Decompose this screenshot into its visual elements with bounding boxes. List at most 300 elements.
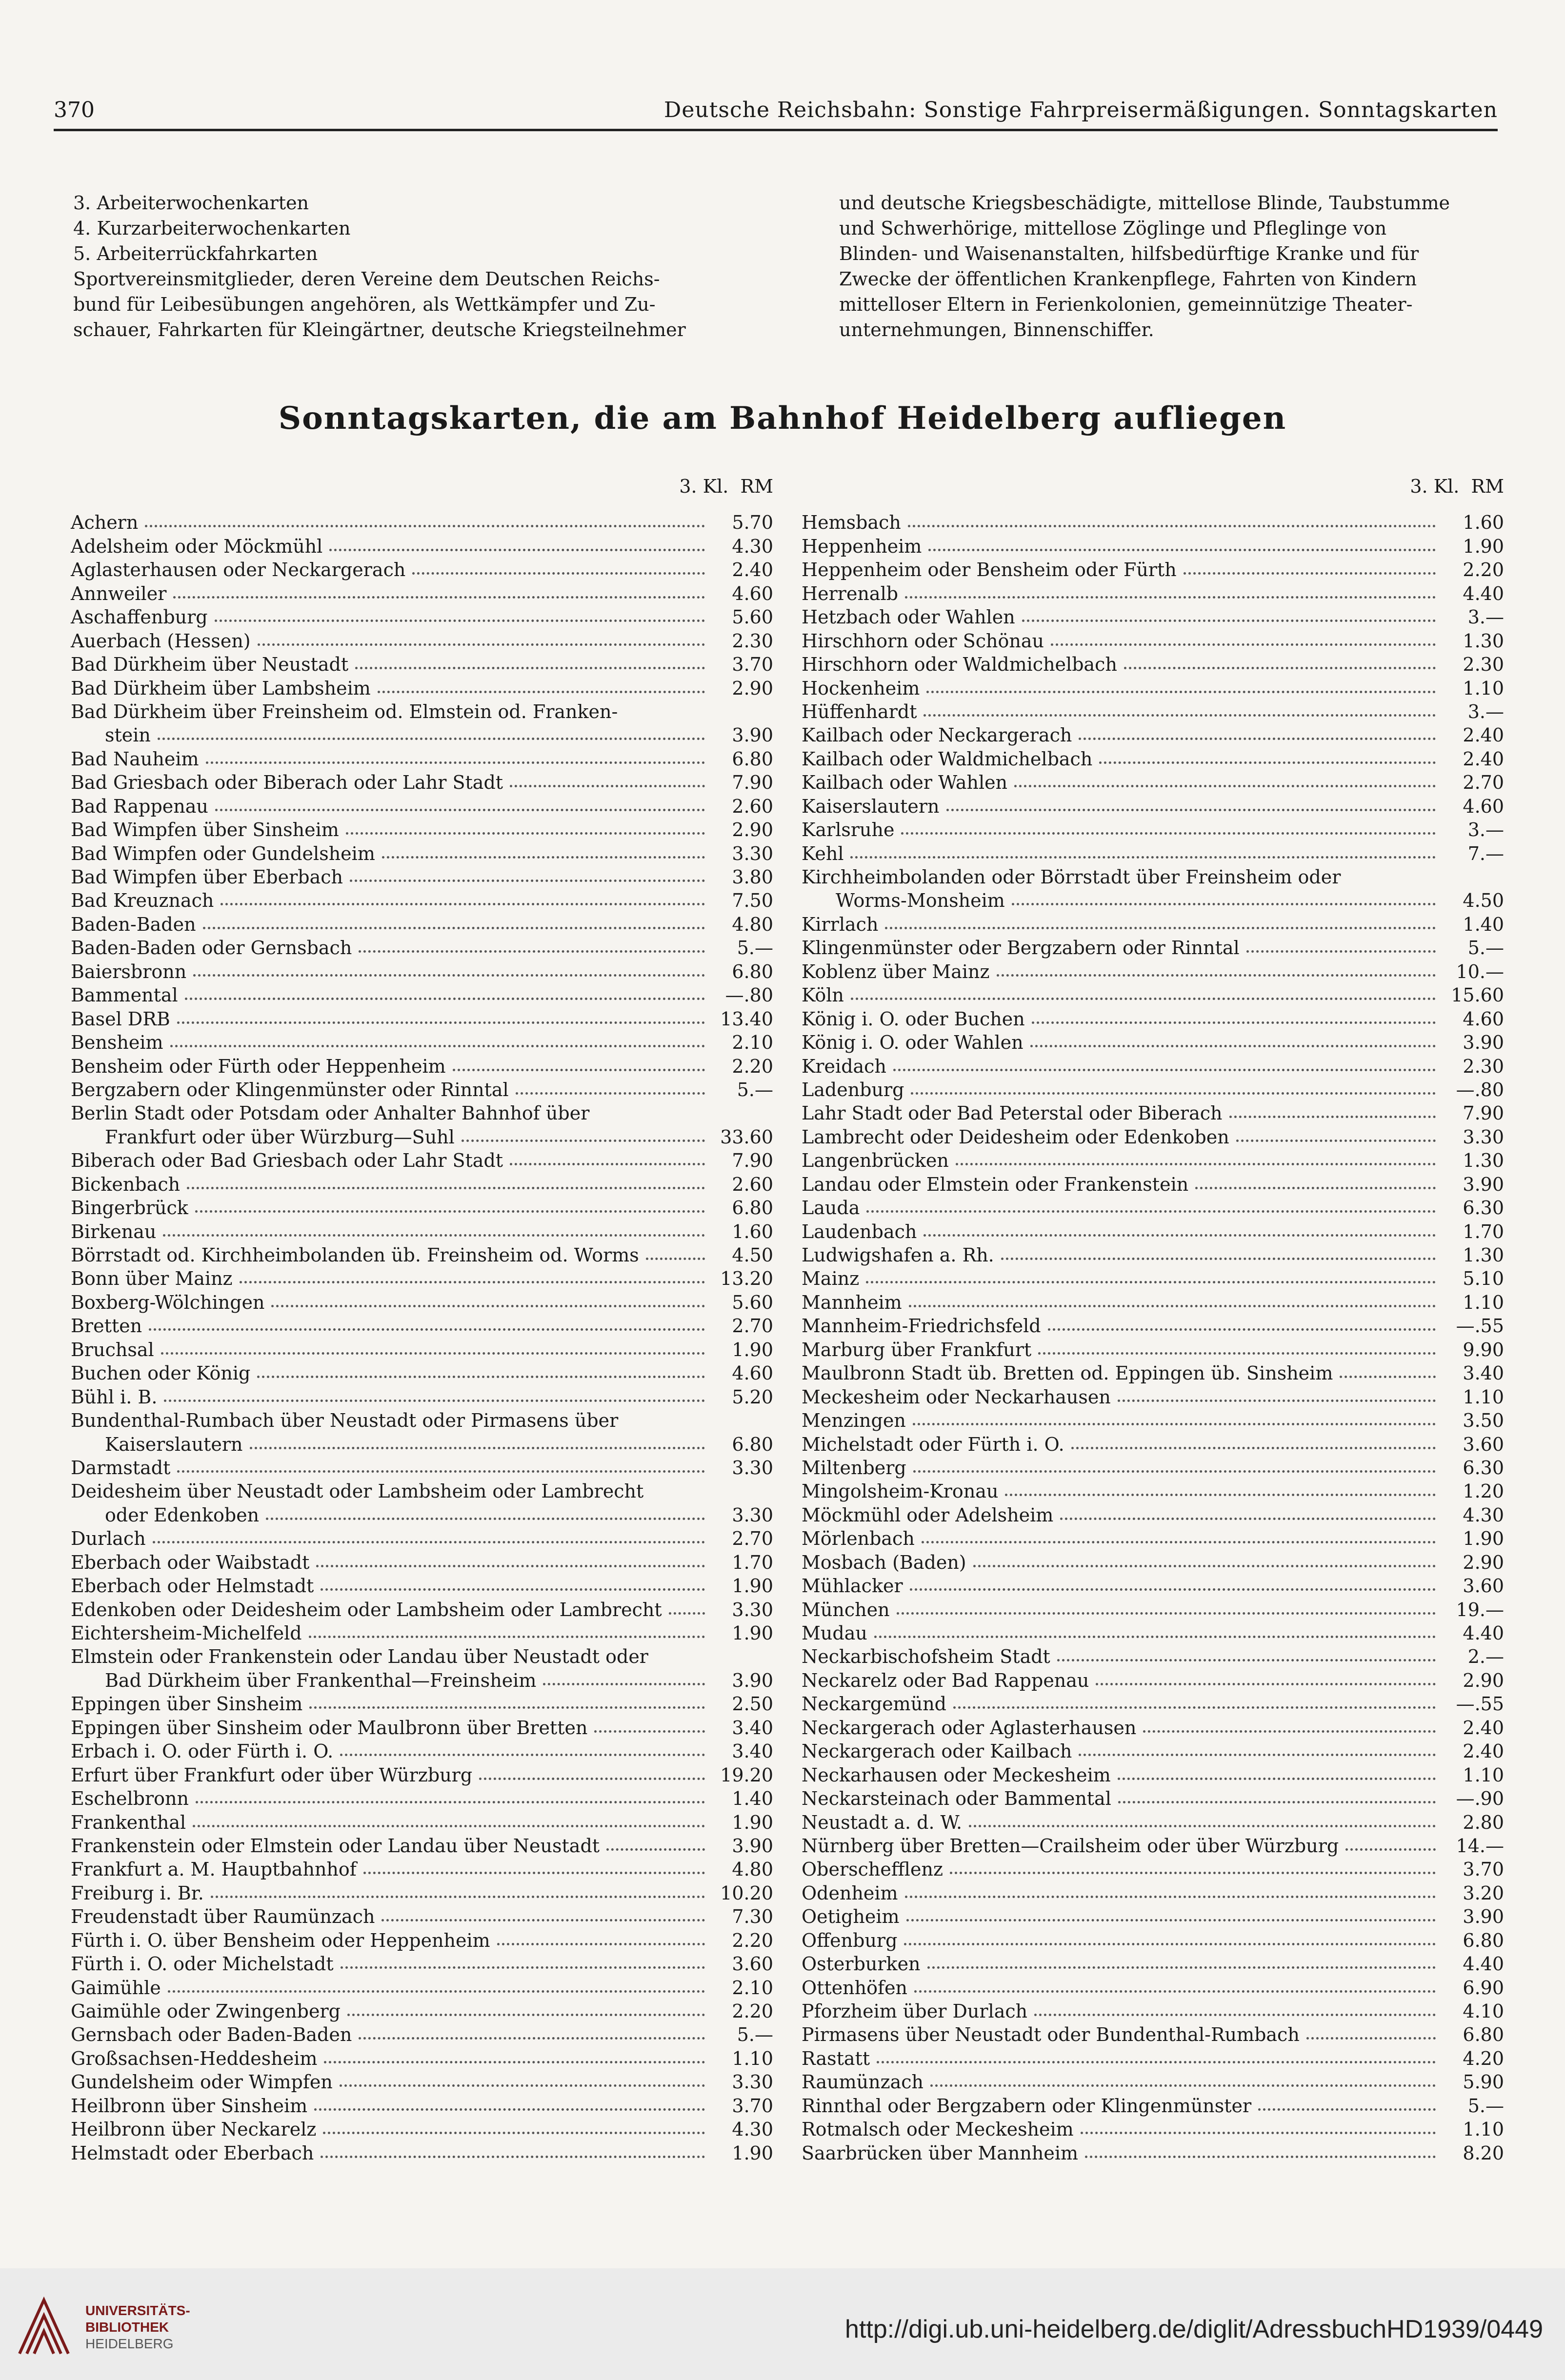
fare-row (802, 1503, 1504, 1526)
fare-row (71, 1881, 773, 1904)
station-name: Erbach i. O. oder Fürth i. O. (71, 1740, 334, 1762)
fare-row (802, 960, 1504, 983)
fare-value: 13.40 (720, 1008, 773, 1030)
station-name: Lauda (802, 1197, 860, 1219)
dot-leader (893, 1069, 1436, 1071)
fare-value: 3.— (1467, 606, 1504, 628)
fare-row (71, 1905, 773, 1928)
station-name: Odenheim (802, 1882, 898, 1904)
fare-value: 5.20 (732, 1386, 773, 1408)
dot-leader (1143, 1730, 1436, 1733)
station-name: Bad Nauheim (71, 748, 199, 770)
station-name: Kailbach oder Wahlen (802, 772, 1008, 794)
fare-value: 5.60 (732, 1291, 773, 1313)
column-header-left: 3. Kl. RM (679, 476, 773, 497)
dot-leader (1038, 1352, 1436, 1355)
station-name-continuation: Frankfurt oder über Würzburg—Suhl (105, 1126, 455, 1148)
dot-leader (1246, 950, 1436, 953)
station-name: Börrstadt od. Kirchheimbolanden üb. Freinsheim od. Worms (71, 1244, 639, 1266)
fare-value: 1.90 (732, 1339, 773, 1360)
fare-row (71, 1243, 773, 1267)
station-name: Adelsheim oder Möckmühl (71, 535, 323, 557)
dot-leader (163, 1234, 705, 1237)
fare-row (71, 1149, 773, 1172)
permalink-url[interactable]: http://digi.ub.uni-heidelberg.de/diglit/AdressbuchHD1939/0449 (845, 2315, 1543, 2343)
station-name: Bickenbach (71, 1173, 181, 1195)
fare-row (802, 1810, 1504, 1834)
station-name: Kirrlach (802, 913, 879, 935)
fare-row (802, 2141, 1504, 2164)
fare-value: 14.— (1456, 1835, 1504, 1857)
fare-row (802, 771, 1504, 794)
station-name: Erfurt über Frankfurt oder über Würzburg (71, 1764, 473, 1786)
fare-value: 6.30 (1463, 1457, 1504, 1479)
fare-value: —.80 (1456, 1079, 1504, 1100)
intro-line: Blinden- und Waisenanstalten, hilfsbedürftige Kranke und für (839, 243, 1419, 264)
station-name: Heilbronn über Neckarelz (71, 2119, 317, 2140)
dot-leader (196, 1801, 705, 1803)
station-name: Bingerbrück (71, 1197, 188, 1219)
fare-value: 2.60 (732, 795, 773, 817)
station-name: Fürth i. O. über Bensheim oder Heppenheim (71, 1929, 490, 1951)
fare-value: 3.70 (732, 654, 773, 676)
fare-row (802, 1716, 1504, 1739)
dot-leader (911, 1092, 1436, 1095)
fare-value: 2.90 (1463, 1669, 1504, 1691)
fare-row (802, 534, 1504, 558)
fare-value: 4.60 (1463, 795, 1504, 817)
station-name: Laudenbach (802, 1220, 917, 1242)
fare-row (71, 2023, 773, 2046)
fare-row-continuation (71, 1125, 773, 1148)
dot-leader (1229, 1116, 1436, 1118)
fare-value: 5.— (737, 937, 773, 959)
fare-value: 7.90 (732, 772, 773, 794)
station-name: Bretten (71, 1315, 142, 1337)
fare-value: 3.30 (732, 2071, 773, 2093)
fare-value: 2.70 (732, 1528, 773, 1550)
fare-value: 4.60 (732, 582, 773, 604)
fare-value: 2.70 (1463, 772, 1504, 794)
station-name: Neckarsteinach oder Bammental (802, 1788, 1111, 1810)
station-name: Mainz (802, 1268, 860, 1290)
dot-leader (885, 927, 1436, 929)
station-name: Offenburg (802, 1929, 898, 1951)
dot-leader (669, 1612, 705, 1615)
fare-value: 3.60 (732, 1953, 773, 1975)
station-name: Bad Rappenau (71, 795, 208, 817)
station-name: Boxberg-Wölchingen (71, 1291, 265, 1313)
station-name: Landau oder Elmstein oder Frankenstein (802, 1173, 1189, 1195)
fare-row (802, 1338, 1504, 1361)
fare-row (802, 1574, 1504, 1598)
station-name: Menzingen (802, 1410, 906, 1432)
fare-row (71, 1574, 773, 1598)
fare-value: 1.10 (1463, 2119, 1504, 2140)
fare-row (71, 747, 773, 770)
fare-row (71, 1054, 773, 1078)
station-name: Mühlacker (802, 1575, 903, 1597)
fare-row (71, 534, 773, 558)
dot-leader (1118, 1801, 1436, 1803)
dot-leader (1118, 1778, 1436, 1780)
running-title: Deutsche Reichsbahn: Sonstige Fahrpreisermäßigungen. Sonntagskarten (664, 98, 1498, 122)
fare-row (71, 1527, 773, 1550)
dot-leader (266, 1518, 705, 1520)
fare-row (71, 771, 773, 794)
dot-leader (187, 1187, 705, 1189)
fare-row (71, 1810, 773, 1834)
dot-leader (956, 1163, 1436, 1165)
fare-value: 7.— (1467, 842, 1504, 864)
station-name: Koblenz über Mainz (802, 960, 990, 982)
station-name: Ottenhöfen (802, 1977, 908, 1999)
fare-row (71, 1101, 773, 1125)
dot-leader (382, 856, 705, 859)
fare-row (71, 2118, 773, 2141)
station-name: Neckarbischofsheim Stadt (802, 1646, 1050, 1668)
fare-value: 33.60 (720, 1126, 773, 1148)
dot-leader (543, 1683, 705, 1685)
fare-value: 3.90 (1463, 1173, 1504, 1195)
library-name-line-1: UNIVERSITÄTS- (85, 2303, 190, 2318)
fare-value: 2.40 (1463, 724, 1504, 746)
fare-value: 3.90 (732, 1669, 773, 1691)
station-name-continuation: oder Edenkoben (105, 1504, 260, 1526)
dot-leader (1032, 1021, 1436, 1024)
fare-value: 3.70 (732, 2095, 773, 2117)
fare-value: 1.90 (732, 1622, 773, 1644)
dot-leader (1099, 761, 1436, 764)
fare-row (802, 2094, 1504, 2117)
station-name: Aglasterhausen oder Neckargerach (71, 559, 406, 581)
station-name: Frankfurt a. M. Hauptbahnhof (71, 1859, 357, 1880)
station-name: Kreidach (802, 1055, 886, 1077)
intro-left-column (73, 190, 766, 342)
fare-value: 2.90 (1463, 1551, 1504, 1573)
fare-value: 3.70 (1463, 1859, 1504, 1880)
fare-row (71, 1645, 773, 1668)
fare-row (802, 747, 1504, 770)
fare-value: 6.30 (1463, 1197, 1504, 1219)
dot-leader (928, 549, 1436, 551)
fare-value: 1.70 (1463, 1220, 1504, 1242)
station-name: Kehl (802, 842, 844, 864)
fare-value: 1.10 (732, 2047, 773, 2069)
fare-value: 4.60 (732, 1362, 773, 1384)
fare-row (71, 1196, 773, 1220)
fare-value: 3.30 (732, 1504, 773, 1526)
section-title: Sonntagskarten, die am Bahnhof Heidelberg aufliegen (278, 400, 1287, 437)
fare-row (802, 1078, 1504, 1101)
station-name: Bergzabern oder Klingenmünster oder Rinntal (71, 1079, 509, 1100)
station-name: Baden-Baden oder Gernsbach (71, 937, 352, 959)
intro-line: 5. Arbeiterrückfahrkarten (73, 243, 318, 264)
station-name: Neckarelz oder Bad Rappenau (802, 1669, 1089, 1691)
intro-line: 4. Kurzarbeiterwochenkarten (73, 218, 351, 239)
fare-row (71, 1314, 773, 1338)
dot-leader (904, 1943, 1436, 1945)
fare-value: 5.— (737, 2024, 773, 2046)
fare-row (71, 1598, 773, 1621)
station-name: Birkenau (71, 1220, 157, 1242)
fare-value: 4.20 (1463, 2047, 1504, 2069)
fare-value: 3.90 (732, 1835, 773, 1857)
intro-line: 3. Arbeiterwochenkarten (73, 192, 309, 214)
library-name (85, 2302, 190, 2352)
dot-leader (149, 1328, 705, 1331)
fare-row-continuation (71, 723, 773, 747)
station-name-continuation: Worms-Monsheim (836, 890, 1005, 912)
station-name: Kaiserslautern (802, 795, 940, 817)
station-name: Elmstein oder Frankenstein oder Landau über Neustadt oder (71, 1646, 648, 1668)
fare-row (71, 1007, 773, 1030)
dot-leader (1014, 785, 1436, 787)
fare-row (71, 581, 773, 605)
fare-value: 10.— (1456, 960, 1504, 982)
fare-value: 3.80 (732, 866, 773, 888)
dot-leader (850, 856, 1436, 859)
dot-leader (161, 1352, 705, 1355)
fare-value: 2.20 (732, 1055, 773, 1077)
station-name: Bundenthal-Rumbach über Neustadt oder Pirmasens über (71, 1410, 619, 1432)
dot-leader (516, 1092, 705, 1095)
fare-value: 1.30 (1463, 1150, 1504, 1172)
fare-row (71, 1716, 773, 1739)
fare-value: 2.60 (732, 1173, 773, 1195)
dot-leader (851, 998, 1436, 1000)
station-name: Lambrecht oder Deidesheim oder Edenkoben (802, 1126, 1229, 1148)
fare-row (802, 841, 1504, 865)
fare-row (71, 1338, 773, 1361)
fare-value: 4.60 (1463, 1008, 1504, 1030)
library-name-line-2: BIBLIOTHEK (85, 2320, 169, 2335)
dot-leader (1079, 1754, 1436, 1756)
fare-value: 1.90 (732, 2142, 773, 2164)
dot-leader (347, 2014, 705, 2016)
station-name: Bad Kreuznach (71, 890, 214, 912)
station-name: Osterburken (802, 1953, 921, 1975)
dot-leader (913, 1423, 1436, 1425)
station-name: Heilbronn über Sinsheim (71, 2095, 308, 2117)
station-name: Hüffenhardt (802, 700, 917, 722)
fare-row (802, 1031, 1504, 1054)
station-name: Eppingen über Sinsheim (71, 1693, 303, 1715)
fare-row (802, 1361, 1504, 1385)
station-name: Karlsruhe (802, 819, 895, 841)
station-name: Freudenstadt über Raumünzach (71, 1906, 375, 1928)
fare-row (802, 1787, 1504, 1810)
dot-leader (594, 1730, 705, 1733)
fare-value: 4.30 (732, 2119, 773, 2140)
fare-value: 5.— (1467, 2095, 1504, 2117)
fare-row (802, 1905, 1504, 1928)
station-name: Bad Wimpfen über Eberbach (71, 866, 343, 888)
dot-leader (177, 1021, 705, 1024)
fare-value: 2.80 (1463, 1811, 1504, 1833)
dot-leader (258, 643, 705, 646)
fare-value: 6.80 (1463, 1929, 1504, 1951)
dot-leader (453, 1069, 705, 1071)
station-name: Bad Wimpfen oder Gundelsheim (71, 842, 375, 864)
fare-value: 2.50 (732, 1693, 773, 1715)
station-name: Köln (802, 984, 844, 1006)
fare-row (71, 1290, 773, 1314)
station-name: Bad Dürkheim über Neustadt (71, 654, 349, 676)
fare-value: 2.40 (732, 559, 773, 581)
station-name: Annweiler (71, 582, 167, 604)
dot-leader (1030, 1045, 1436, 1047)
fare-row (71, 1220, 773, 1243)
station-name: Auerbach (Hessen) (71, 630, 251, 652)
station-name: Langenbrücken (802, 1150, 949, 1172)
fare-value: 8.20 (1463, 2142, 1504, 2164)
fare-row (802, 653, 1504, 676)
dot-leader (926, 691, 1436, 693)
fare-row (802, 1054, 1504, 1078)
fare-value: 19.20 (720, 1764, 773, 1786)
station-name: Basel DRB (71, 1008, 170, 1030)
station-name: Hetzbach oder Wahlen (802, 606, 1015, 628)
dot-leader (923, 714, 1436, 717)
fare-row (802, 558, 1504, 581)
dot-leader (250, 1447, 705, 1449)
fare-value: 3.90 (1463, 1032, 1504, 1054)
fare-value: 3.40 (732, 1717, 773, 1739)
fare-row (802, 723, 1504, 747)
fare-value: 2.20 (1463, 559, 1504, 581)
fare-row (71, 2046, 773, 2070)
dot-leader (946, 809, 1436, 811)
dot-leader (215, 620, 705, 622)
dot-leader (1034, 2014, 1436, 2016)
dot-leader (997, 974, 1436, 977)
fare-row (802, 1243, 1504, 1267)
fare-row (802, 1314, 1504, 1338)
fare-row (71, 700, 773, 723)
fare-value: 5.— (1467, 937, 1504, 959)
dot-leader (185, 998, 705, 1000)
fare-row (802, 1432, 1504, 1456)
station-name: Heppenheim (802, 535, 922, 557)
dot-leader (170, 1045, 705, 1047)
fare-row (802, 1480, 1504, 1503)
fare-row (71, 629, 773, 652)
dot-leader (922, 1541, 1436, 1543)
station-name: Maulbronn Stadt üb. Bretten od. Eppingen üb. Sinsheim (802, 1362, 1333, 1384)
fare-row (802, 1645, 1504, 1668)
fare-row (802, 1267, 1504, 1290)
fare-value: 3.40 (1463, 1362, 1504, 1384)
station-name: Rinnthal oder Bergzabern oder Klingenmünster (802, 2095, 1252, 2117)
fare-row (71, 1928, 773, 1952)
station-name: Eschelbronn (71, 1788, 189, 1810)
station-name: Hirschhorn oder Waldmichelbach (802, 654, 1117, 676)
fare-value: 1.90 (1463, 535, 1504, 557)
fare-row (71, 1409, 773, 1432)
dot-leader (1057, 1659, 1436, 1661)
fare-value: 2.90 (732, 677, 773, 699)
dot-leader (378, 691, 705, 693)
fare-row (71, 2141, 773, 2164)
dot-leader (497, 1943, 705, 1945)
station-name: Klingenmünster oder Bergzabern oder Rinntal (802, 937, 1240, 959)
station-name: Möckmühl oder Adelsheim (802, 1504, 1054, 1526)
fare-row (71, 1858, 773, 1881)
station-name: Baden-Baden (71, 913, 196, 935)
station-name: Durlach (71, 1528, 146, 1550)
station-name: Bammental (71, 984, 178, 1006)
fare-row (802, 936, 1504, 960)
fare-value: 1.70 (732, 1551, 773, 1573)
dot-leader (359, 2037, 705, 2040)
station-name: Neckargemünd (802, 1693, 946, 1715)
station-name: Hirschhorn oder Schönau (802, 630, 1044, 652)
fare-list-left (71, 511, 773, 2165)
fare-row (802, 1456, 1504, 1480)
fare-value: 3.90 (1463, 1906, 1504, 1928)
dot-leader (910, 1588, 1436, 1591)
fare-value: 3.90 (732, 724, 773, 746)
fare-value: 3.— (1467, 700, 1504, 722)
fare-row (802, 1550, 1504, 1574)
dot-leader (323, 2132, 705, 2134)
fare-value: 2.70 (732, 1315, 773, 1337)
fare-value: —.90 (1456, 1788, 1504, 1810)
dot-leader (1345, 1848, 1436, 1851)
intro-right-column (839, 190, 1532, 342)
fare-row (802, 1763, 1504, 1786)
dot-leader (913, 1470, 1436, 1473)
dot-leader (1306, 2037, 1436, 2040)
station-name: Meckesheim oder Neckarhausen (802, 1386, 1111, 1408)
fare-value: 1.40 (1463, 913, 1504, 935)
dot-leader (329, 549, 705, 551)
station-name: Achern (71, 512, 139, 534)
station-name: Rotmalsch oder Meckesheim (802, 2119, 1074, 2140)
fare-value: 4.50 (732, 1244, 773, 1266)
fare-row (802, 983, 1504, 1007)
fare-value: 7.50 (732, 890, 773, 912)
fare-value: 1.90 (732, 1811, 773, 1833)
dot-leader (461, 1140, 705, 1142)
dot-leader (1085, 2156, 1436, 2158)
fare-row (71, 653, 773, 676)
fare-row (802, 1125, 1504, 1148)
viewer-footer (0, 2268, 1565, 2380)
station-name: Oetigheim (802, 1906, 900, 1928)
station-name: Gernsbach oder Baden-Baden (71, 2024, 352, 2046)
dot-leader (969, 1825, 1436, 1827)
station-name: Gundelsheim oder Wimpfen (71, 2071, 333, 2093)
station-name: Frankenthal (71, 1811, 186, 1833)
station-name: Frankenstein oder Elmstein oder Landau über Neustadt (71, 1835, 600, 1857)
station-name: König i. O. oder Buchen (802, 1008, 1025, 1030)
fare-value: 3.30 (1463, 1126, 1504, 1148)
dot-leader (309, 1706, 705, 1709)
station-name: Ladenburg (802, 1079, 904, 1100)
fare-value: 2.40 (1463, 748, 1504, 770)
fare-value: 2.30 (732, 630, 773, 652)
dot-leader (257, 1376, 705, 1378)
station-name: Gaimühle oder Zwingenberg (71, 2000, 341, 2022)
station-name: Kirchheimbolanden oder Börrstadt über Freinsheim oder (802, 866, 1341, 888)
fare-row (71, 912, 773, 936)
station-name: Deidesheim über Neustadt oder Lambsheim oder Lambrecht (71, 1480, 644, 1502)
station-name: Bühl i. B. (71, 1386, 158, 1408)
fare-row (802, 1952, 1504, 1976)
station-name: Mudau (802, 1622, 867, 1644)
